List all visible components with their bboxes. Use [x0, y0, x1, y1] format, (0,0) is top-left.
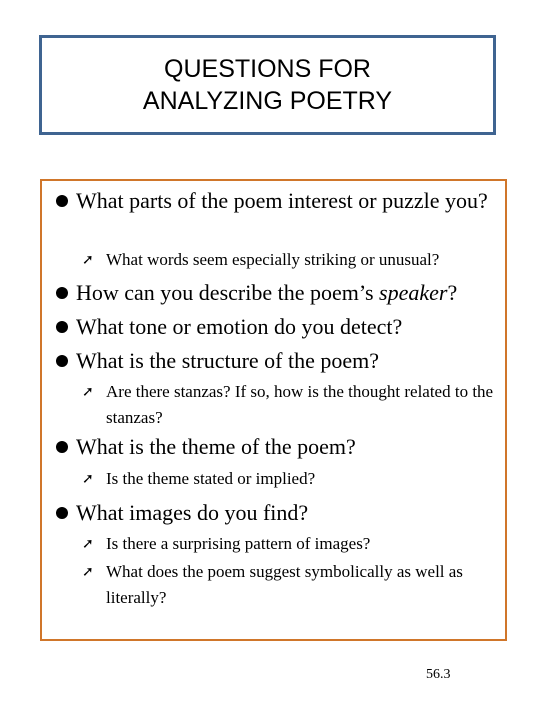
sub-list-item [82, 531, 516, 557]
questions-box [40, 179, 507, 641]
arrow-bullet-icon: ➚ [82, 536, 94, 552]
list-item [56, 433, 516, 461]
sub-list-item [82, 379, 516, 431]
bullet-icon [56, 441, 68, 453]
sub-list-item [82, 247, 516, 273]
question-text: What parts of the poem interest or puzzle you? [76, 188, 488, 213]
arrow-bullet-icon: ➚ [82, 252, 94, 268]
bullet-icon [56, 321, 68, 333]
list-item [56, 279, 516, 307]
arrow-bullet-icon: ➚ [82, 564, 94, 580]
title-line-1: QUESTIONS FOR [164, 55, 371, 83]
list-item [56, 313, 516, 341]
question-text: What is the theme of the poem? [76, 434, 356, 459]
title-box [39, 35, 496, 135]
title-line-2: ANALYZING POETRY [142, 87, 393, 115]
question-text: What is the structure of the poem? [76, 348, 380, 373]
sub-question-text: Is the theme stated or implied? [106, 469, 316, 488]
question-text-prefix: How can you describe the poem’s [76, 280, 380, 305]
bullet-icon [56, 195, 68, 207]
bullet-icon [56, 287, 68, 299]
sub-question-text: Are there stanzas? If so, how is the thought related to the stanzas? [106, 382, 494, 427]
sub-list-item [82, 466, 516, 492]
bullet-icon [56, 507, 68, 519]
sub-list-item [82, 559, 516, 611]
list-item [56, 499, 516, 527]
list-item [56, 187, 516, 215]
question-text: What images do you find? [76, 500, 309, 525]
sub-question-text: What words seem especially striking or unusual? [106, 250, 440, 269]
page-number: 56.3 [426, 667, 451, 682]
arrow-bullet-icon: ➚ [82, 471, 94, 487]
question-text-emphasis: speaker [379, 280, 448, 305]
question-text-suffix: ? [447, 280, 458, 305]
question-text: What tone or emotion do you detect? [76, 314, 403, 339]
arrow-bullet-icon: ➚ [82, 384, 94, 400]
bullet-icon [56, 355, 68, 367]
sub-question-text: Is there a surprising pattern of images? [106, 534, 371, 553]
list-item [56, 347, 516, 375]
sub-question-text: What does the poem suggest symbolically as well as literally? [106, 562, 463, 607]
